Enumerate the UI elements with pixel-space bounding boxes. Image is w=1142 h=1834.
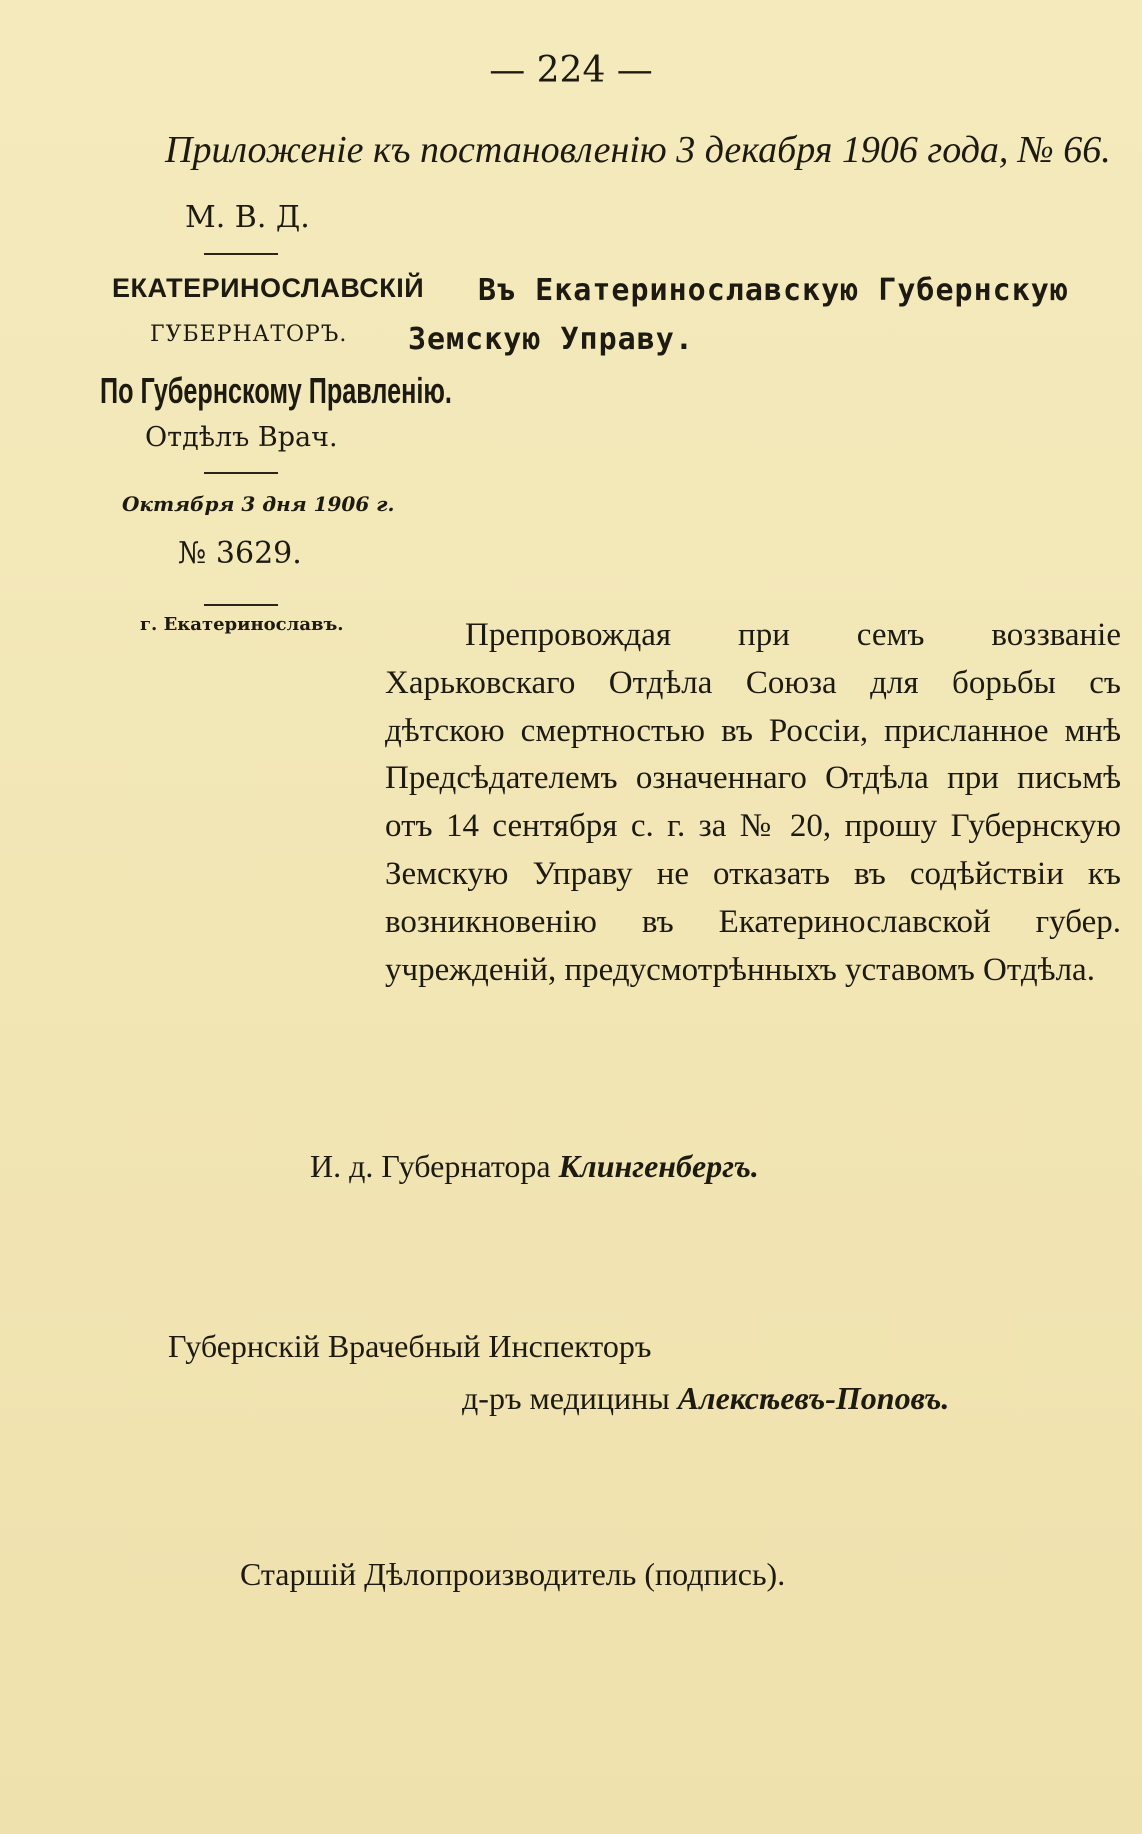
inspector-signature <box>462 1380 949 1417</box>
document-number: № 3629. <box>178 536 302 571</box>
inspector-name: Алексѣевъ-Поповъ. <box>677 1380 950 1416</box>
clerk-signature: Старшій Дѣлопроизводитель (подпись). <box>240 1556 786 1592</box>
divider <box>204 253 278 255</box>
inspector-title: Губернскій Врачебный Инспекторъ <box>168 1328 652 1364</box>
addressee-line-2: Земскую Управу. <box>408 322 694 357</box>
page-number: — 224 — <box>489 50 653 91</box>
addressee-line-1: Въ Екатеринославскую Губернскую <box>478 273 1069 308</box>
acting-governor-label: И. д. Губернатора <box>310 1148 551 1184</box>
acting-governor-signature <box>310 1148 759 1185</box>
governor-office-title: ЕКАТЕРИНОСЛАВСКІЙ <box>112 273 425 303</box>
document-date: Октября 3 дня 1906 г. <box>122 492 395 516</box>
acting-governor-name: Клингенбергъ. <box>558 1148 759 1184</box>
appendix-heading: Приложеніе къ постановленію 3 декабря 1906 года, № 66. <box>165 129 1111 171</box>
governor-board-label: По Губернскому Правленію. <box>100 370 452 411</box>
document-city: г. Екатеринославъ. <box>140 614 344 635</box>
divider <box>204 472 278 474</box>
letter-body: Препровождая при семъ воззваніе Харьковскаго Отдѣла Союза для борьбы съ дѣтскою смертностью въ Россіи, присланное мнѣ Предсѣдателемъ означеннаго Отдѣла при письмѣ отъ 14 сентября с. г. за № 20, прошу Губернскую Земскую Управу не отказать въ содѣйствіи къ возникновенію въ Екатеринославской губер. учрежденій, предусмотрѣнныхъ уставомъ Отдѣла. <box>385 617 1121 988</box>
governor-office-subtitle: ГУБЕРНАТОРЪ. <box>150 322 348 347</box>
ministry-label: М. В. Д. <box>185 200 310 235</box>
divider <box>204 604 278 606</box>
inspector-degree: д-ръ медицины <box>462 1380 670 1416</box>
department-label: Отдѣлъ Врач. <box>145 422 338 453</box>
